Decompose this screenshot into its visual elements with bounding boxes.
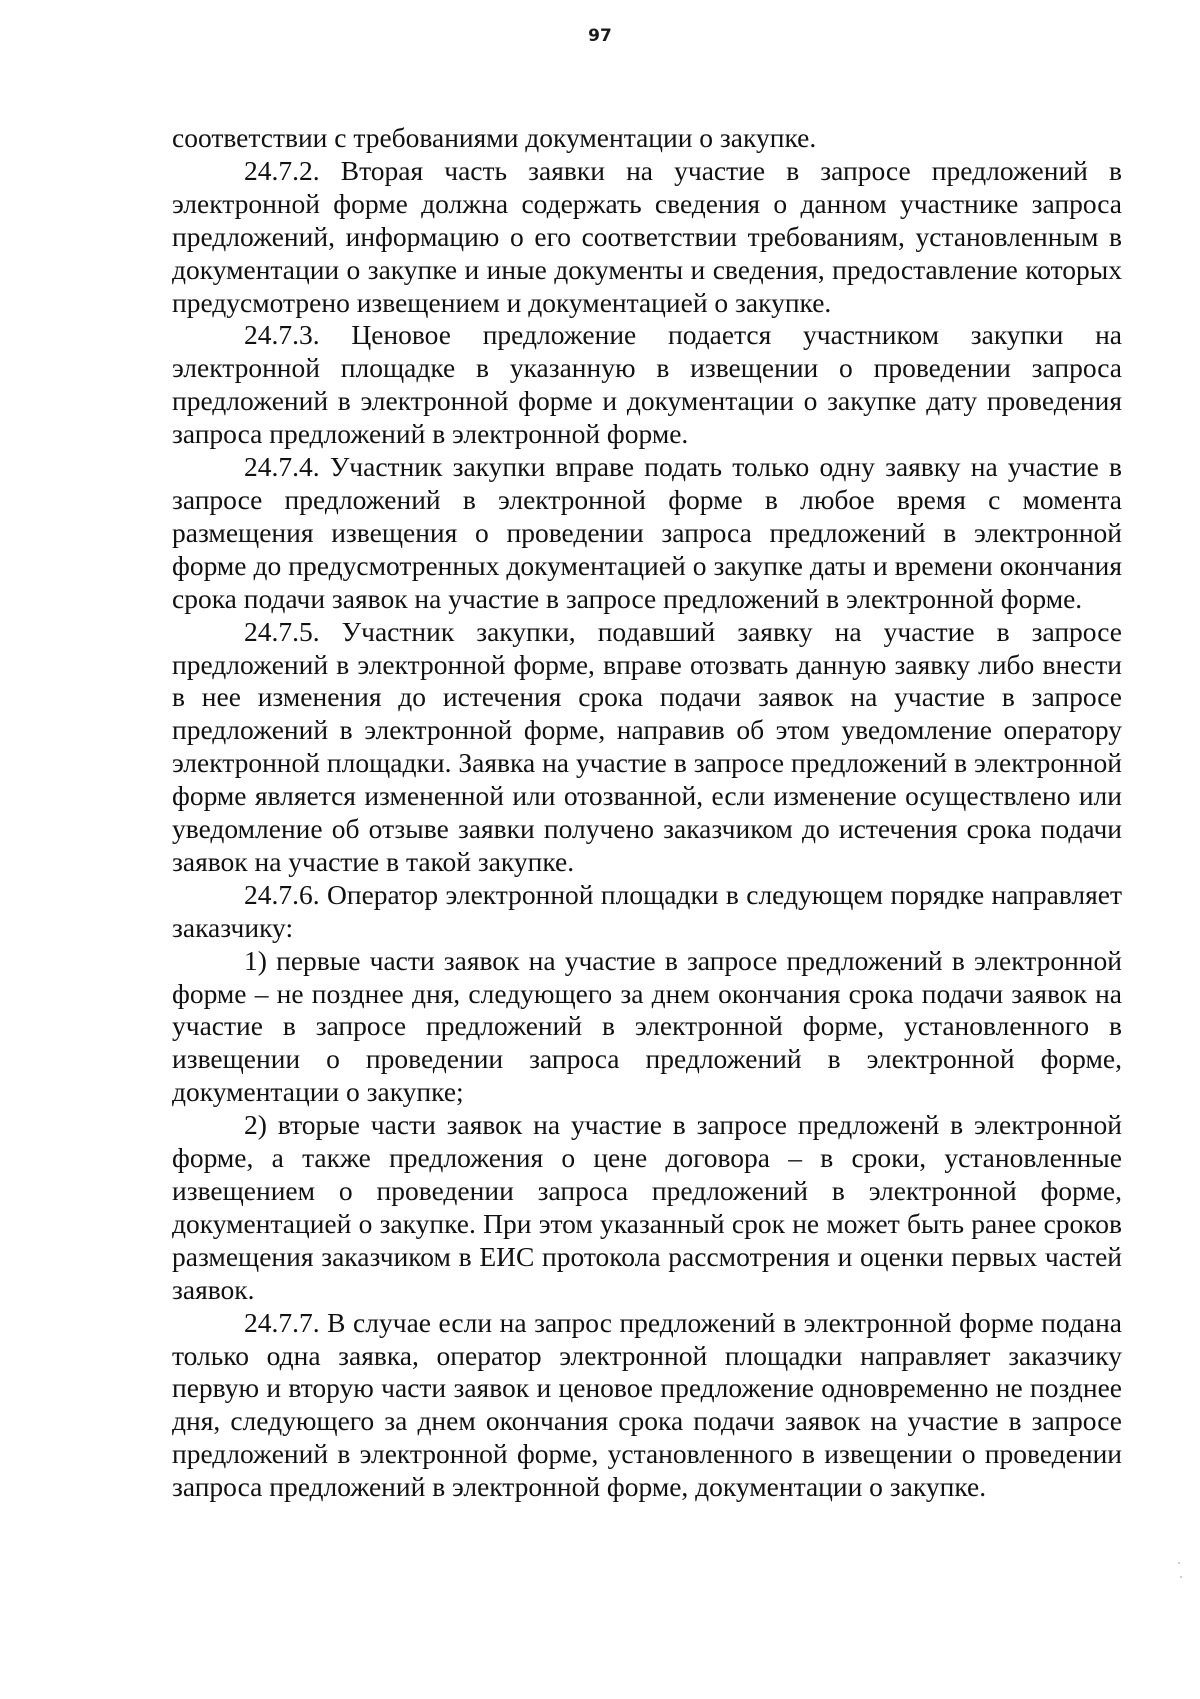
list-item-2: 2) вторые части заявок на участие в запросе предложенй в электронной форме, а также предложения о цене договора – в сроки, установленные извещением о проведении запроса предложений в электронной форме, документацией о закупке. При этом указанный срок не может быть ранее сроков размещения заказчиком в ЕИС протокола рассмотрения и оценки первых частей заявок. (172, 1109, 1122, 1305)
document-body (172, 122, 1122, 1504)
paragraph-24-7-4: 24.7.4. Участник закупки вправе подать только одну заявку на участие в запросе предложений в электронной форме в любое время с момента размещения извещения о проведении запроса предложений в электронной форме до предусмотренных документацией о закупке даты и времени окончания срока подачи заявок на участие в запросе предложений в электронной форме. (172, 451, 1122, 614)
paragraph-24-7-2: 24.7.2. Вторая часть заявки на участие в запросе предложений в электронной форме должна содержать сведения о данном участнике запроса предложений, информацию о его соответствии требованиям, установленным в документации о закупке и иные документы и сведения, предоставление которых предусмотрено извещением и документацией о закупке. (172, 154, 1122, 318)
paragraph-24-7-6: 24.7.6. Оператор электронной площадки в следующем порядке направляет заказчику: (172, 878, 1122, 943)
paragraph-continuation: соответствии с требованиями документации о закупке. (172, 122, 817, 153)
list-item-1: 1) первые части заявок на участие в запросе предложений в электронной форме – не позднее дня, следующего за днем окончания срока подачи заявок на участие в запросе предложений в электронной форме, установленного в извещении о проведении запроса предложений в электронной форме, документации о закупке; (172, 944, 1122, 1108)
paragraph-24-7-3: 24.7.3. Ценовое предложение подается участником закупки на электронной площадке в указанную в извещении о проведении запроса предложений в электронной форме и документации о закупке дату проведения запроса предложений в электронной форме. (172, 319, 1122, 450)
scan-artifact (1178, 1562, 1180, 1564)
page-number: 97 (588, 26, 612, 46)
scan-artifact (1180, 1576, 1182, 1578)
paragraph-24-7-5: 24.7.5. Участник закупки, подавший заявку на участие в запросе предложений в электронной форме, вправе отозвать данную заявку либо внести в нее изменения до истечения срока подачи заявок на участие в запросе предложений в электронной форме, направив об этом уведомление оператору электронной площадки. Заявка на участие в запросе предложений в электронной форме является измененной или отозванной, если изменение осуществлено или уведомление об отзыве заявки получено заказчиком до истечения срока подачи заявок на участие в такой закупке. (172, 615, 1122, 877)
paragraph-24-7-7: 24.7.7. В случае если на запрос предложений в электронной форме подана только одна заявка, оператор электронной площадки направляет заказчику первую и вторую части заявок и ценовое предложение одновременно не позднее дня, следующего за днем окончания срока подачи заявок на участие в запросе предложений в электронной форме, установленного в извещении о проведении запроса предложений в электронной форме, документации о закупке. (172, 1306, 1122, 1503)
